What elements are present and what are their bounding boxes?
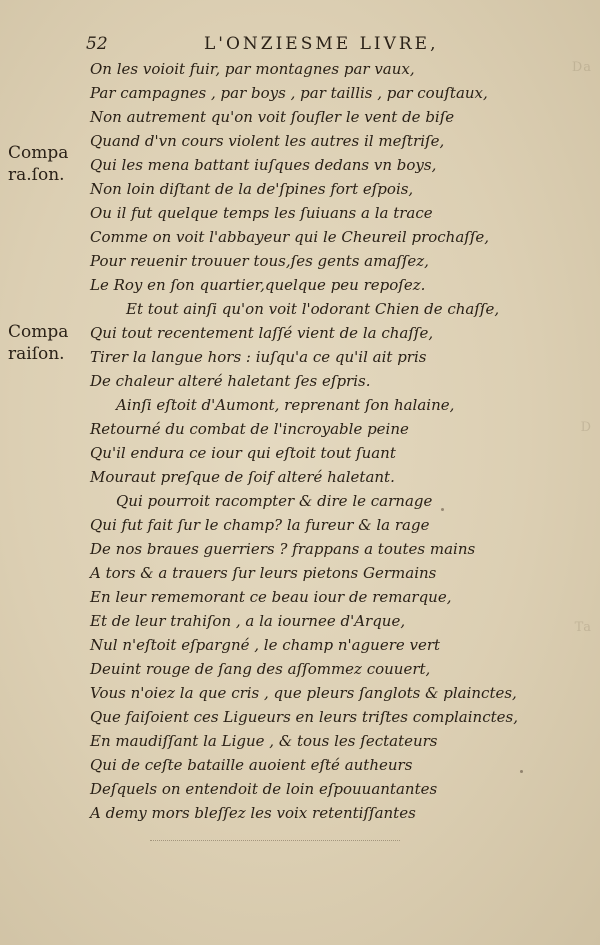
verse-line: En maudiſſant la Ligue , & tous les ſectateurs (90, 732, 438, 750)
verse-line: Non loin diſtant de la de'ſpines fort eſpois, (90, 180, 414, 198)
verse-line: Qu'il endura ce iour qui eſtoit tout ſuant (90, 444, 396, 462)
verse-line: Tirer la langue hors : iuſqu'a ce qu'il ait pris (90, 348, 427, 366)
verse-line: Deſquels on entendoit de loin eſpouuantantes (90, 780, 438, 798)
verse-line: Ainſi eſtoit d'Aumont, reprenant ſon halaine, (116, 396, 455, 414)
verse-line: Non autrement qu'on voit ſoufler le vent de biſe (90, 108, 455, 126)
show-through-text: Ta (574, 620, 592, 635)
verse-line: Qui tout recentement laſſé vient de la chaſſe, (90, 324, 434, 342)
margin-note-line: raiſon. (8, 344, 65, 364)
verse-line: Qui fut fait ſur le champ? la fureur & la rage (90, 516, 430, 534)
show-through-text: Da (571, 60, 592, 75)
verse-line: A tors & a trauers ſur leurs pietons Germains (90, 564, 437, 582)
verse-line: Qui de ceſte bataille auoient eſté autheurs (90, 756, 413, 774)
verse-line: Ou il fut quelque temps les ſuiuans a la trace (90, 204, 433, 222)
verse-line: Deuint rouge de ſang des aſſommez couuert, (90, 660, 431, 678)
show-through-text: D (580, 420, 592, 435)
verse-line: Et de leur trahiſon , a la iournee d'Arque, (90, 612, 406, 630)
margin-note-line: ra.ſon. (8, 165, 65, 185)
verse-line: Que faiſoient ces Ligueurs en leurs triſtes complainctes, (90, 708, 518, 726)
running-title: L'ONZIESME LIVRE, (204, 34, 439, 54)
ink-trace (150, 840, 400, 843)
verse-line: Qui pourroit racompter & dire le carnage (116, 492, 433, 510)
margin-note-line: Compa (8, 322, 69, 342)
verse-line: Comme on voit l'abbayeur qui le Cheureil prochaſſe, (90, 228, 490, 246)
verse-line: A demy mors bleſſez les voix retentiſſantes (90, 804, 416, 822)
verse-line: De chaleur alteré haletant ſes eſpris. (90, 372, 371, 390)
verse-line: Mouraut preſque de ſoif alteré haletant. (90, 468, 395, 486)
verse-line: Retourné du combat de l'incroyable peine (90, 420, 409, 438)
verse-line: Qui les mena battant iuſques dedans vn boys, (90, 156, 437, 174)
verse-line: De nos braues guerriers ? frappans a toutes mains (90, 540, 476, 558)
verse-line: Et tout ainſi qu'on voit l'odorant Chien de chaſſe, (126, 300, 500, 318)
verse-line: Le Roy en ſon quartier,quelque peu repoſez. (90, 276, 426, 294)
paper-fleck (520, 770, 523, 773)
verse-line: Par campagnes , par boys , par taillis , par couſtaux, (90, 84, 488, 102)
verse-line: Nul n'eſtoit eſpargné , le champ n'aguere vert (90, 636, 441, 654)
margin-note-line: Compa (8, 143, 69, 163)
page-number: 52 (86, 34, 108, 54)
paper-fleck (441, 508, 444, 511)
verse-line: Vous n'oiez la que cris , que pleurs ſanglots & plainctes, (90, 684, 517, 702)
verse-line: Pour reuenir trouuer tous,ſes gents amaſſez, (90, 252, 429, 270)
verse-line: Quand d'vn cours violent les autres il meſtriſe, (90, 132, 445, 150)
verse-line: On les voioit fuir, par montagnes par vaux, (90, 60, 415, 78)
verse-line: En leur rememorant ce beau iour de remarque, (90, 588, 452, 606)
